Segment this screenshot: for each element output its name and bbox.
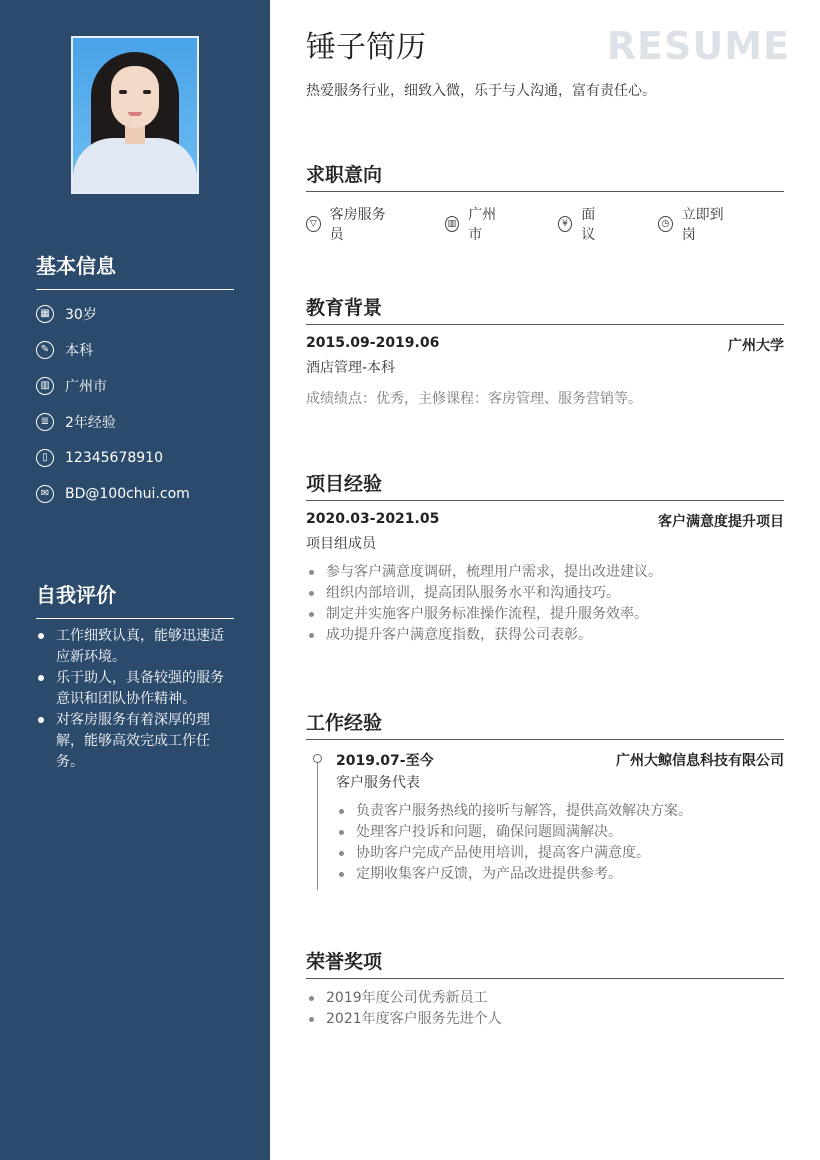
info-city (36, 368, 190, 404)
info-text: 30岁 (65, 307, 97, 323)
yen-icon: ¥ (558, 216, 572, 232)
intent-text: 立即到岗 (681, 207, 724, 243)
basic-info-title: 基本信息 (36, 250, 234, 290)
intent-availability (658, 204, 732, 244)
calendar-icon: ▦ (36, 305, 54, 323)
profile-photo (71, 36, 199, 194)
work-header (336, 750, 784, 770)
project-bullets (306, 562, 662, 646)
project-header (306, 511, 784, 531)
education-period: 2015.09-2019.06 (306, 335, 440, 351)
list-item: 处理客户投诉和问题，确保问题圆满解决。 (336, 822, 692, 843)
project-title: 项目经验 (306, 469, 784, 501)
self-evaluation-title: 自我评价 (36, 579, 234, 619)
info-text: 广州市 (65, 379, 107, 395)
graduation-cap-icon: ✎ (36, 341, 54, 359)
list-item: 负责客户服务热线的接听与解答，提供高效解决方案。 (336, 801, 692, 822)
intent-text: 客房服务员 (329, 207, 386, 243)
list-item: 乐于助人，具备较强的服务意识和团队协作精神。 (36, 668, 232, 710)
work-period: 2019.07-至今 (336, 753, 434, 769)
info-phone (36, 440, 190, 476)
list-item: 定期收集客户反馈，为产品改进提供参考。 (336, 864, 692, 885)
list-item: 制定并实施客户服务标准操作流程，提升服务效率。 (306, 604, 662, 625)
work-title: 工作经验 (306, 708, 784, 740)
work-company: 广州大鲸信息科技有限公司 (616, 753, 784, 769)
education-school: 广州大学 (728, 338, 784, 354)
resume-watermark: RESUME (606, 24, 790, 68)
info-degree (36, 332, 190, 368)
project-role: 项目组成员 (306, 536, 376, 552)
info-age (36, 296, 190, 332)
intent-salary (558, 204, 606, 244)
list-item: 对客房服务有着深厚的理解，能够高效完成工作任务。 (36, 710, 232, 773)
document-icon: ≣ (36, 413, 54, 431)
sidebar (0, 0, 270, 1160)
intent-position (306, 204, 393, 244)
intent-text: 面议 (581, 207, 596, 243)
list-item: 2019年度公司优秀新员工 (306, 988, 502, 1009)
phone-icon: ▯ (36, 449, 54, 467)
info-text: 本科 (65, 343, 93, 359)
self-evaluation-list (36, 626, 232, 773)
education-note: 成绩绩点：优秀，主修课程：客房管理、服务营销等。 (306, 391, 642, 407)
education-title: 教育背景 (306, 293, 784, 325)
tie-icon: ▽ (306, 216, 321, 232)
timeline-dot (313, 754, 322, 763)
list-item: 成功提升客户满意度指数，获得公司表彰。 (306, 625, 662, 646)
intent-text: 广州市 (468, 207, 497, 243)
list-item: 2021年度客户服务先进个人 (306, 1009, 502, 1030)
list-item: 工作细致认真，能够迅速适应新环境。 (36, 626, 232, 668)
building-icon: ▥ (36, 377, 54, 395)
work-bullets (336, 801, 692, 885)
info-email (36, 476, 190, 512)
clock-icon: ◷ (658, 216, 673, 232)
city-icon: ▥ (445, 216, 460, 232)
intent-row (306, 204, 784, 244)
timeline-line (317, 760, 318, 890)
intent-title: 求职意向 (306, 160, 784, 192)
education-header (306, 335, 784, 355)
work-position: 客户服务代表 (336, 775, 420, 791)
mail-icon: ✉ (36, 485, 54, 503)
project-period: 2020.03-2021.05 (306, 511, 440, 527)
info-text: 2年经验 (65, 415, 116, 431)
honors-list (306, 988, 502, 1030)
honors-title: 荣誉奖项 (306, 947, 784, 979)
list-item: 协助客户完成产品使用培训，提高客户满意度。 (336, 843, 692, 864)
basic-info-list (36, 296, 190, 512)
info-experience (36, 404, 190, 440)
list-item: 参与客户满意度调研，梳理用户需求，提出改进建议。 (306, 562, 662, 583)
resume-name: 锤子简历 (306, 30, 426, 65)
intent-city (445, 204, 506, 244)
list-item: 组织内部培训，提高团队服务水平和沟通技巧。 (306, 583, 662, 604)
motto: 热爱服务行业，细致入微，乐于与人沟通，富有责任心。 (306, 83, 656, 99)
project-name: 客户满意度提升项目 (658, 514, 784, 530)
info-text: 12345678910 (65, 450, 163, 466)
info-text: BD@100chui.com (65, 486, 190, 502)
education-major: 酒店管理-本科 (306, 360, 396, 376)
